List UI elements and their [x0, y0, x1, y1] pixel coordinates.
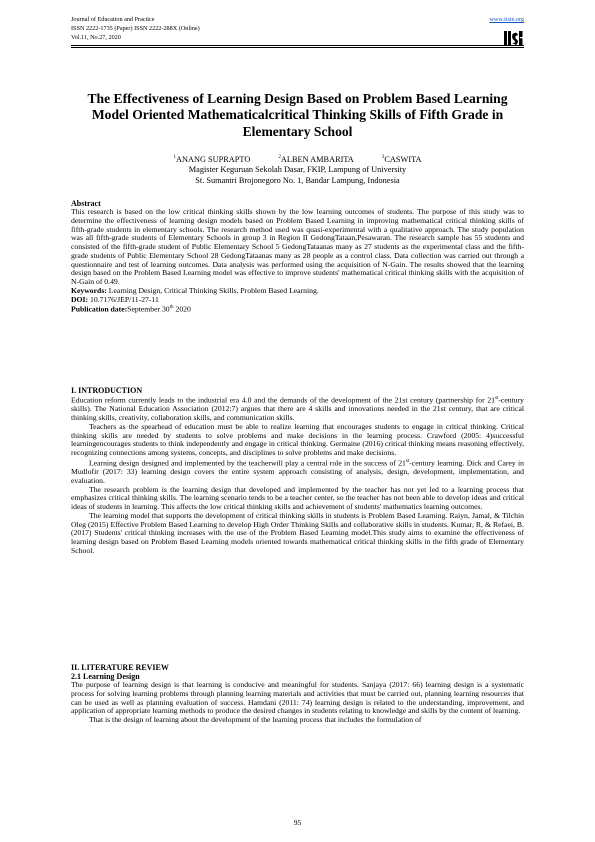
abstract-text: This research is based on the low critical thinking skills shown by the low learning outcomes of students. The purpose of this study was to determine the effectiveness of learning design models based on Problem Based Learning in improving mathematical critical thinking skills of fifth-grade students in elementary schools. The research method used was quasi-experimental with a qualitative approach. The study population was all fifth-grade students of Elementary Schools in group 3 in Region II GedongTataan,Pesawaran. The research sample has 55 students and consisted of the fifth-grade student of Public Elementary School 5 GedongTataanas many as 27 students as the experimental class and the fifth-grade students of Public Elementary School 28 GedongTataanas many as 28 people as a control class. Data collection was carried out through a questionnaire and test of learning outcomes. Data analysis was performed using the acquisition of N-Gain. The results showed that the learning design based on the Problem Based Learning model was effective to improve students' mathematical critical thinking skills with the acquisition of N-Gain of 0.49. [71, 207, 524, 286]
affiliation-2: St. Sumantri Brojonegoro No. 1, Bandar Lampung, Indonesia [195, 175, 400, 185]
publication-date-line: Publication date:September 30th 2020 [71, 304, 191, 314]
affiliation-1: Magister Keguruan Sekolah Dasar, FKIP, Lampung of University [188, 165, 407, 175]
intro-paragraph-2: Teachers as the spearhead of education must be able to realize learning that encourages students to engage in critical thinking. Critical thinking skills are needed by students to solve problems and make decisions in the learning process. Crawford (2005: 4)successful learningencourages students to think independently and engage in critical thinking. Germaine (2016) critical thinking means reasoning effectively, recognizing connections among systems, concepts, and disciplines to solve problems and make decisions. [71, 421, 524, 458]
journal-url-link[interactable]: www.iiste.org [489, 16, 524, 23]
intro-paragraph-3: Learning design designed and implemented by the teacherwill play a central role in the success of 21st-century learning. Dick and Carey in Mudlofir (2017: 33) learning design covers the entire system approach consisting of analysis, design, development, implementation, and evaluation. [71, 458, 524, 485]
paper-title: The Effectiveness of Learning Design Based on Problem Based Learning Model Oriented Mathematicalcritical Thinking Skills of Fifth Grade in Elementary School [87, 91, 508, 139]
literature-review-heading: II. LITERATURE REVIEW [71, 663, 169, 672]
learning-design-subheading: 2.1 Learning Design [71, 672, 140, 681]
literature-review-section [71, 663, 524, 725]
doi-line: DOI: 10.7176/JEP/11-27-11 [71, 294, 159, 304]
abstract-heading: Abstract [71, 199, 101, 208]
header-rule [71, 45, 524, 46]
author-1: $^1$ANANG SUPRAPTO [173, 154, 251, 164]
introduction-section [71, 386, 524, 556]
lit-paragraph-2: That is the design of learning about the development of the learning process that includes the formulation of [89, 715, 422, 724]
abstract-block [71, 199, 524, 315]
volume-issue: Vol.11, No.27, 2020 [71, 34, 121, 41]
author-block [71, 153, 524, 186]
intro-paragraph-4: The research problem is the learning design that developed and implemented by the teacher has not yet led to a learning process that emphasizes critical thinking skills. The learning scenario tends to be a teacher center, so the teacher has not been able to develop ideas and critical ideas of students in learning. This affects the low critical thinking skills and achievement of students' mathematics learning outcomes. [71, 484, 524, 512]
journal-name: Journal of Education and Practice [71, 16, 155, 23]
lit-paragraph-1: The purpose of learning design is that learning is conducive and meaningful for students. Sanjaya (2017: 66) learning design is a systematic process for solving learning problems through planning learning materials and activities that must be carried out, planning learning resources that can be used as well as planning evaluation of success. Hamdani (2011: 74) learning design is related to the understanding, improvement, and application of appropriate learning methods to produce the desired changes in students relating to knowledge and skills by the content of learning. [71, 680, 524, 716]
author-names [71, 153, 524, 165]
keywords-line: Keywords: Learning Design, Critical Thinking Skills, Problem Based Learning. [71, 285, 319, 295]
issn: ISSN 2222-1735 (Paper) ISSN 2222-288X (Online) [71, 25, 200, 32]
author-2: $^2$ALBEN AMBARITA [278, 154, 354, 164]
intro-paragraph-5: The learning model that supports the development of critical thinking skills in students is Problem Based Learning. Raiyn, Jamal, & Tilchin Oleg (2015) Effective Problem Based Learning to develop High Order Thinking Skills and collaborative skills in students. Kumar, R, & Refaei, B. (2017) Students' critical thinking increases with the use of the Problem Based Learning model.This study aims to examine the effectiveness of learning design based on Problem Based Learning models oriented towards mathematical critical thinking skills in the fifth grade of Elementary School. [71, 510, 524, 555]
page-number: 95 [293, 818, 302, 827]
header-rule-2 [71, 47, 524, 48]
intro-paragraph-1: Education reform currently leads to the industrial era 4.0 and the demands of the development of the 21st century (partnership for 21st-century skills). The National Education Association (2012:7) argues that there are 4 skills and innovations needed in the 21st century, that are critical thinking skills, creativity, collaboration skills, and communication skills. [71, 395, 524, 423]
introduction-heading: I. INTRODUCTION [71, 386, 143, 395]
author-3: $^3$CASWITA [381, 154, 422, 164]
